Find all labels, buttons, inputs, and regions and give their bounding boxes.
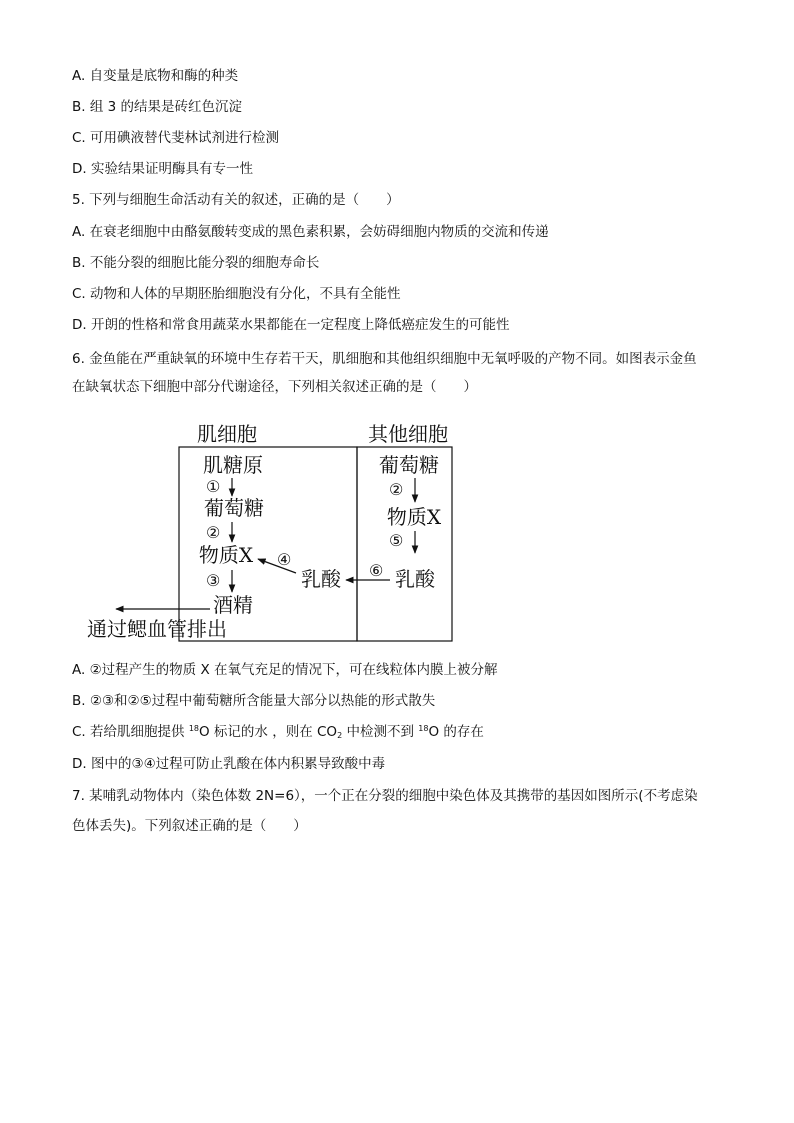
exit-via-gill-label: 通过鳃血管排出	[87, 617, 227, 641]
step-3-marker: ③	[206, 571, 221, 590]
q6-option-a: A. ②过程产生的物质 X 在氧气充足的情况下，可在线粒体内膜上被分解	[72, 662, 498, 678]
lactic-acid-right-label: 乳酸	[395, 567, 435, 591]
q5-stem: 5. 下列与细胞生命活动有关的叙述，正确的是（ ）	[72, 192, 400, 208]
q4-option-b: B. 组 3 的结果是砖红色沉淀	[72, 99, 243, 115]
q6-option-d: D. 图中的③④过程可防止乳酸在体内积累导致酸中毒	[72, 756, 386, 772]
alcohol-label: 酒精	[213, 593, 253, 617]
isotope-18-first: 18	[188, 724, 199, 733]
q5-option-d: D. 开朗的性格和常食用蔬菜水果都能在一定程度上降低癌症发生的可能性	[72, 317, 510, 333]
step-5-marker: ⑤	[389, 531, 404, 550]
q6-option-c-part3: 中检测不到	[342, 724, 419, 740]
step-2-left-marker: ②	[206, 523, 221, 542]
q4-option-c: C. 可用碘液替代斐林试剂进行检测	[72, 130, 280, 146]
header-other-cells: 其他细胞	[368, 422, 448, 446]
step-1-marker: ①	[206, 477, 221, 496]
substance-x-right-label: 物质X	[386, 505, 442, 529]
step-6-marker: ⑥	[369, 561, 384, 580]
q6-stem-line2: 在缺氧状态下细胞中部分代谢途径，下列相关叙述正确的是（ ）	[72, 379, 477, 395]
q7-stem-line1: 7. 某哺乳动物体内（染色体数 2N=6），一个正在分裂的细胞中染色体及其携带的基因如图所示(不考虑染	[72, 788, 698, 804]
q6-option-c-part1: C. 若给肌细胞提供	[72, 724, 189, 740]
co2-subscript: 2	[337, 731, 343, 740]
q5-option-b: B. 不能分裂的细胞比能分裂的细胞寿命长	[72, 255, 320, 271]
q5-option-a: A. 在衰老细胞中由酪氨酸转变成的黑色素积累，会妨碍细胞内物质的交流和传递	[72, 224, 549, 240]
lactic-acid-left-label: 乳酸	[301, 567, 341, 591]
q5-option-c: C. 动物和人体的早期胚胎细胞没有分化，不具有全能性	[72, 286, 401, 302]
substance-x-left-label: 物质X	[198, 543, 254, 567]
step-4-marker: ④	[277, 550, 292, 569]
header-muscle-cell: 肌细胞	[197, 422, 257, 446]
q6-option-b: B. ②③和②⑤过程中葡萄糖所含能量大部分以热能的形式散失	[72, 693, 436, 709]
muscle-glycogen-label: 肌糖原	[203, 453, 263, 477]
q6-option-c-part4: O 的存在	[428, 724, 484, 740]
q7-stem-line2: 色体丢失)。下列叙述正确的是（ ）	[72, 818, 307, 834]
q4-option-a: A. 自变量是底物和酶的种类	[72, 68, 239, 84]
q4-option-d: D. 实验结果证明酶具有专一性	[72, 161, 253, 177]
q6-option-c	[72, 723, 484, 741]
step-2-right-marker: ②	[389, 480, 404, 499]
glucose-right-label: 葡萄糖	[379, 453, 439, 477]
q6-stem-line1: 6. 金鱼能在严重缺氧的环境中生存若干天，肌细胞和其他组织细胞中无氧呼吸的产物不同。如图表示金鱼	[72, 351, 697, 367]
q6-option-c-part2: O 标记的水 ，则在 CO	[199, 724, 338, 740]
glucose-left-label: 葡萄糖	[204, 496, 264, 520]
isotope-18-second: 18	[418, 724, 429, 733]
